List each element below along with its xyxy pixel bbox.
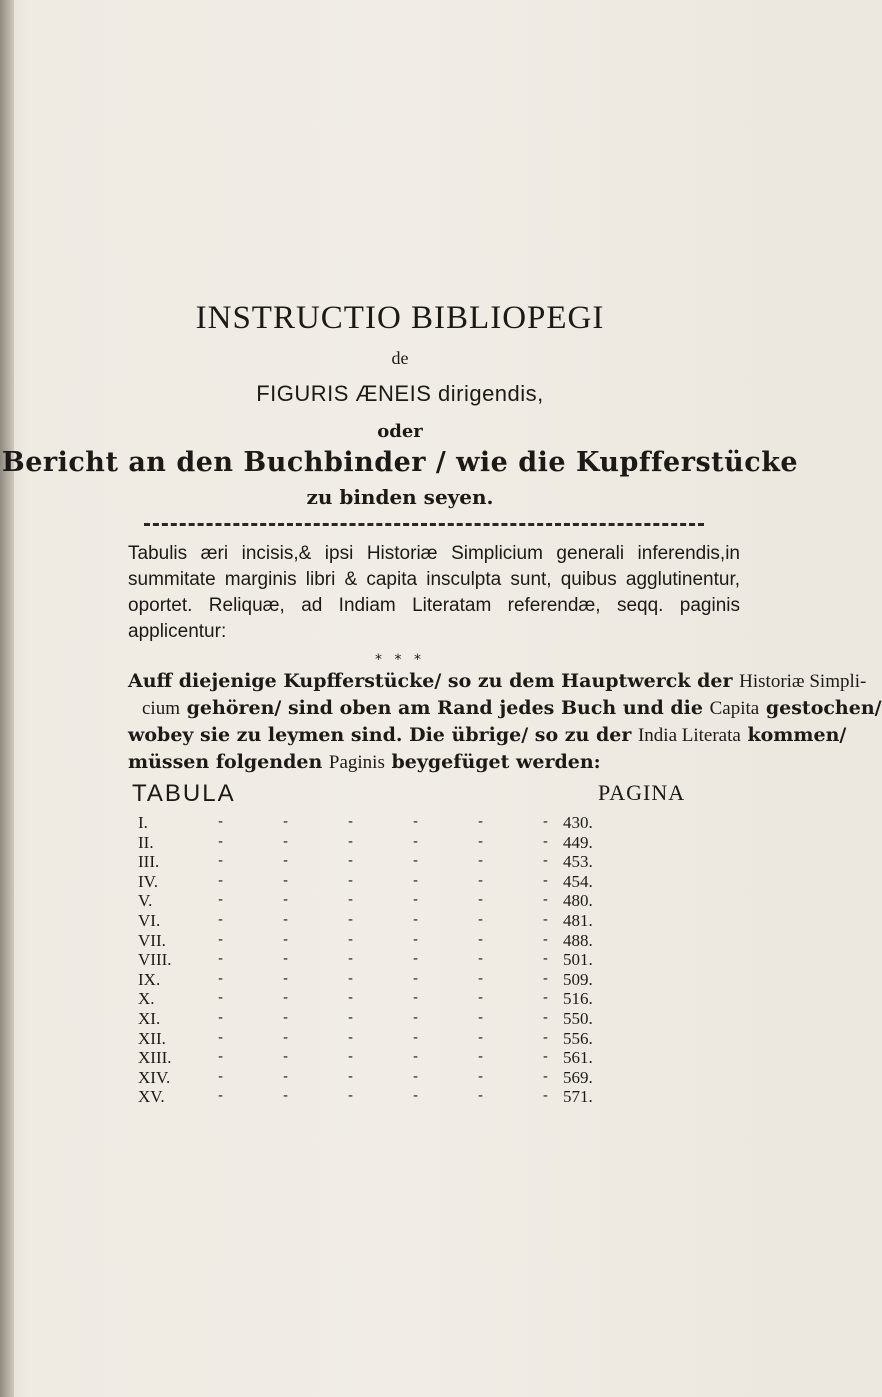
table-row	[138, 989, 628, 1009]
pagina-number: 561.	[563, 1048, 593, 1068]
leader-dash: -	[218, 1068, 224, 1085]
plate-table	[138, 813, 628, 1107]
asterism-separator: * * *	[375, 652, 425, 668]
leader-dash: -	[282, 951, 289, 968]
german-subtitle: zu binden seyen.	[306, 485, 494, 509]
table-row	[138, 891, 628, 911]
leader-dash: -	[218, 970, 224, 987]
pagina-number: 509.	[563, 969, 593, 989]
leader-dash: -	[542, 872, 548, 889]
pagina-number: 550.	[563, 1008, 593, 1028]
dash-leader	[218, 1009, 548, 1029]
leader-dash: -	[412, 853, 419, 870]
page-title: INSTRUCTIO BIBLIOPEGI	[195, 300, 605, 336]
leader-dash: -	[412, 911, 419, 928]
leader-dash: -	[282, 833, 289, 850]
tabula-number: V.	[138, 891, 153, 911]
tabula-number: IX.	[138, 969, 161, 989]
leader-dash: -	[347, 892, 354, 909]
leader-dash: -	[282, 1009, 289, 1026]
leader-dash: -	[477, 892, 483, 909]
dash-leader	[218, 989, 548, 1009]
leader-dash: -	[542, 911, 548, 928]
leader-dash: -	[347, 1049, 354, 1066]
pagina-number: 481.	[563, 910, 593, 930]
tabula-number: X.	[138, 989, 155, 1009]
leader-dash: -	[218, 931, 224, 948]
tabula-number: VI.	[138, 910, 161, 930]
book-gutter	[0, 0, 14, 1397]
leader-dash: -	[542, 892, 548, 909]
leader-dash: -	[542, 1009, 548, 1026]
leader-dash: -	[477, 1049, 483, 1066]
leader-dash: -	[282, 1049, 289, 1066]
leader-dash: -	[412, 872, 419, 889]
dash-leader	[218, 852, 548, 872]
dash-leader	[218, 1048, 548, 1068]
leader-dash: -	[282, 990, 289, 1007]
leader-dash: -	[218, 892, 224, 909]
leader-dash: -	[412, 1029, 419, 1046]
german-title: Bericht an den Buchbinder / wie die Kupfferstücke	[1, 447, 799, 478]
leader-dash: -	[542, 1049, 548, 1066]
leader-dash: -	[347, 814, 354, 830]
table-row	[138, 1068, 628, 1088]
leader-dash: -	[347, 1068, 354, 1085]
dash-leader	[218, 872, 548, 892]
pagina-number: 556.	[563, 1028, 593, 1048]
leader-dash: -	[542, 1029, 548, 1046]
leader-dash: -	[218, 1088, 224, 1105]
leader-dash: -	[218, 1049, 224, 1066]
table-row	[138, 911, 628, 931]
leader-dash: -	[477, 951, 483, 968]
leader-dash: -	[542, 853, 548, 870]
pagina-number: 430.	[563, 813, 593, 832]
leader-dash: -	[347, 872, 354, 889]
leader-dash: -	[477, 990, 483, 1007]
leader-dash: -	[542, 1088, 548, 1105]
table-row	[138, 813, 628, 833]
table-row	[138, 931, 628, 951]
tabula-number: XIV.	[138, 1067, 171, 1087]
leader-dash: -	[282, 1029, 289, 1046]
leader-dash: -	[477, 931, 483, 948]
leader-dash: -	[218, 1029, 224, 1046]
leader-dash: -	[282, 911, 289, 928]
dash-leader	[218, 911, 548, 931]
leader-dash: -	[542, 990, 548, 1007]
leader-dash: -	[542, 833, 548, 850]
leader-dash: -	[477, 1029, 483, 1046]
german-paragraph	[128, 668, 882, 776]
leader-dash: -	[412, 951, 419, 968]
leader-dash: -	[412, 1009, 419, 1026]
leader-dash: -	[347, 853, 354, 870]
leader-dash: -	[412, 990, 419, 1007]
pagina-number: 569.	[563, 1067, 593, 1087]
leader-dash: -	[477, 911, 483, 928]
leader-dash: -	[412, 814, 419, 830]
leader-dash: -	[347, 1009, 354, 1026]
tabula-number: I.	[138, 813, 148, 832]
leader-dash: -	[218, 853, 224, 870]
leader-dash: -	[412, 1088, 419, 1105]
leader-dash: -	[282, 853, 289, 870]
table-row	[138, 852, 628, 872]
leader-dash: -	[347, 833, 354, 850]
german-line-2: cium gehören/ sind oben am Rand jedes Buch und die Capita gestochen/	[142, 697, 882, 719]
leader-dash: -	[282, 1068, 289, 1085]
pagina-number: 449.	[563, 832, 593, 852]
leader-dash: -	[347, 931, 354, 948]
leader-dash: -	[542, 1068, 548, 1085]
german-line-4: müssen folgenden Paginis beygefüget werden:	[128, 751, 601, 773]
leader-dash: -	[282, 814, 289, 830]
table-row	[138, 872, 628, 892]
title-de: de	[391, 348, 409, 368]
tabula-number: IV.	[138, 871, 158, 891]
leader-dash: -	[477, 1088, 483, 1105]
tabula-number: XV.	[138, 1087, 165, 1107]
table-row	[138, 970, 628, 990]
table-row	[138, 1029, 628, 1049]
leader-dash: -	[347, 1029, 354, 1046]
dash-leader	[218, 833, 548, 853]
leader-dash: -	[218, 951, 224, 968]
leader-dash: -	[542, 814, 548, 830]
leader-dash: -	[347, 951, 354, 968]
pagina-number: 454.	[563, 871, 593, 891]
pagina-number: 480.	[563, 891, 593, 911]
dash-leader	[218, 813, 548, 833]
pagina-number: 453.	[563, 852, 593, 872]
leader-dash: -	[218, 990, 224, 1007]
leader-dash: -	[218, 872, 224, 889]
leader-dash: -	[282, 931, 289, 948]
tabula-number: XIII.	[138, 1048, 172, 1068]
leader-dash: -	[477, 853, 483, 870]
table-row	[138, 1009, 628, 1029]
dash-leader	[218, 1029, 548, 1049]
german-line-3: wobey sie zu leymen sind. Die übrige/ so zu der India Literata kommen/	[128, 724, 847, 746]
leader-dash: -	[218, 1009, 224, 1026]
table-row	[138, 1087, 628, 1107]
leader-dash: -	[347, 911, 354, 928]
dash-leader	[218, 891, 548, 911]
leader-dash: -	[477, 814, 483, 830]
tabula-number: VII.	[138, 930, 166, 950]
german-line-1: Auff diejenige Kupfferstücke/ so zu dem Hauptwerck der Historiæ Simpli-	[128, 670, 867, 692]
title-oder: oder	[377, 421, 423, 442]
latin-paragraph: Tabulis æri incisis,& ipsi Historiæ Simplicium generali inferendis,in summitate marginis libri & capita insculpta sunt, quibus agglutinentur, oportet. Reliquæ, ad Indiam Literatam referendæ, seqq. paginis applicentur:	[128, 543, 740, 642]
leader-dash: -	[477, 970, 483, 987]
tabula-number: XII.	[138, 1028, 166, 1048]
table-row	[138, 1048, 628, 1068]
title-subtitle: FIGURIS ÆNEIS dirigendis,	[256, 381, 544, 406]
pagina-number: 501.	[563, 950, 593, 970]
divider-rule	[144, 523, 704, 526]
leader-dash: -	[282, 1088, 289, 1105]
leader-dash: -	[282, 970, 289, 987]
dash-leader	[218, 1068, 548, 1088]
table-row	[138, 833, 628, 853]
leader-dash: -	[347, 990, 354, 1007]
leader-dash: -	[347, 1088, 354, 1105]
column-header-tabula: TABULA	[132, 780, 236, 807]
leader-dash: -	[477, 1068, 483, 1085]
leader-dash: -	[218, 911, 224, 928]
leader-dash: -	[412, 1068, 419, 1085]
column-header-pagina: PAGINA	[598, 780, 686, 805]
pagina-number: 571.	[563, 1087, 593, 1107]
leader-dash: -	[412, 970, 419, 987]
leader-dash: -	[542, 951, 548, 968]
dash-leader	[218, 950, 548, 970]
leader-dash: -	[542, 970, 548, 987]
leader-dash: -	[412, 931, 419, 948]
tabula-number: III.	[138, 852, 160, 872]
pagina-number: 516.	[563, 989, 593, 1009]
dash-leader	[218, 970, 548, 990]
table-row	[138, 950, 628, 970]
tabula-number: VIII.	[138, 950, 172, 970]
leader-dash: -	[477, 1009, 483, 1026]
tabula-number: XI.	[138, 1008, 161, 1028]
leader-dash: -	[412, 1049, 419, 1066]
dash-leader	[218, 931, 548, 951]
leader-dash: -	[282, 892, 289, 909]
tabula-number: II.	[138, 832, 154, 852]
leader-dash: -	[218, 833, 224, 850]
leader-dash: -	[542, 931, 548, 948]
leader-dash: -	[347, 970, 354, 987]
leader-dash: -	[412, 892, 419, 909]
leader-dash: -	[218, 814, 224, 830]
pagina-number: 488.	[563, 930, 593, 950]
leader-dash: -	[282, 872, 289, 889]
leader-dash: -	[477, 872, 483, 889]
dash-leader	[218, 1087, 548, 1107]
leader-dash: -	[412, 833, 419, 850]
leader-dash: -	[477, 833, 483, 850]
